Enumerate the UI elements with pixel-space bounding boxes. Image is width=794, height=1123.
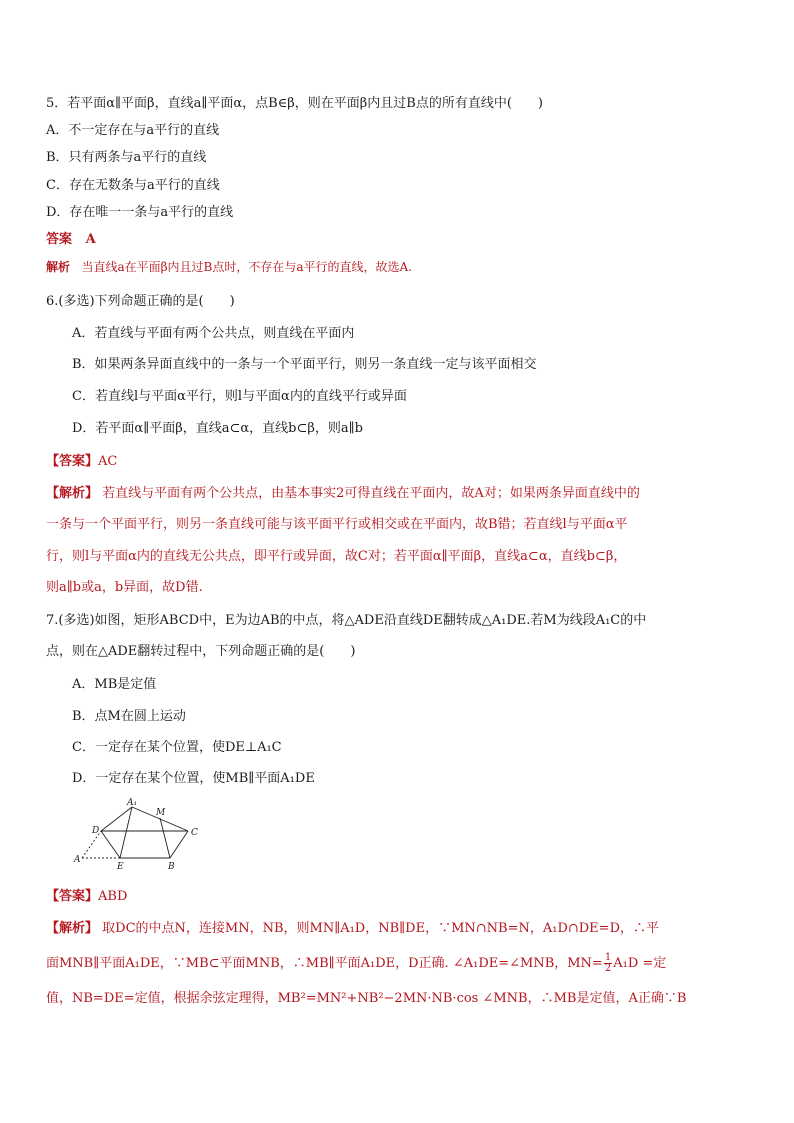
label-c: C bbox=[191, 828, 198, 838]
label-m: M bbox=[156, 808, 166, 818]
q5-option-b: B．只有两条与a平行的直线 bbox=[46, 150, 207, 165]
q6-option-a: A．若直线与平面有两个公共点，则直线在平面内 bbox=[72, 326, 355, 341]
q7-analysis-label: 【解析】 bbox=[46, 921, 99, 936]
label-a: A bbox=[74, 855, 81, 865]
q5-analysis-label: 解析 bbox=[46, 260, 71, 274]
q5-option-a: A．不一定存在与a平行的直线 bbox=[46, 123, 220, 138]
q6-analysis-line-3: 行，则l与平面α内的直线无公共点，即平行或异面，故C对；若平面α∥平面β，直线a⊂α，直线b⊂β， bbox=[46, 549, 627, 564]
q7-stem-line-1: 7.(多选)如图，矩形ABCD中，E为边AB的中点，将△ADE沿直线DE翻转成△A₁DE.若M为线段A₁C的中 bbox=[46, 613, 647, 628]
label-d: D bbox=[92, 826, 100, 836]
label-a1: A₁ bbox=[127, 798, 138, 808]
q6-analysis-line-1: 【解析】 若直线与平面有两个公共点，由基本事实2可得直线在平面内，故A对；如果两条异面直线中的 bbox=[46, 486, 640, 501]
edge-d-e bbox=[101, 831, 120, 858]
edge-m-b bbox=[160, 818, 170, 858]
q5-analysis bbox=[46, 258, 412, 276]
q5-option-d: D．存在唯一一条与a平行的直线 bbox=[46, 205, 234, 220]
q7-answer-value: ABD bbox=[98, 889, 128, 904]
q6-analysis-label: 【解析】 bbox=[46, 486, 99, 501]
q6-analysis-line-4: 则a∥b或a，b异面，故D错. bbox=[46, 580, 203, 595]
q7-stem-line-2: 点，则在△ADE翻转过程中，下列命题正确的是( ) bbox=[46, 644, 356, 659]
fraction-one-half: $\frac{1}{2}$ bbox=[604, 952, 612, 974]
q5-stem: 5．若平面α∥平面β，直线a∥平面α，点B∈β，则在平面β内且过B点的所有直线中( ) bbox=[46, 96, 544, 111]
q7-option-c: C．一定存在某个位置，使DE⊥A₁C bbox=[72, 740, 282, 755]
q6-answer-label: 【答案】 bbox=[46, 454, 99, 469]
q6-analysis-line-2: 一条与一个平面平行，则另一条直线可能与该平面平行或相交或在平面内，故B错；若直线l与平面α平 bbox=[46, 517, 628, 532]
q5-answer-label: 答案 bbox=[46, 232, 73, 247]
q7-option-d: D．一定存在某个位置，使MB∥平面A₁DE bbox=[72, 771, 315, 786]
q7-analysis-line-3: 值，NB=DE=定值，根据余弦定理得，MB²=MN²+NB²−2MN·NB·cos ∠MNB，∴MB是定值，A正确∵B bbox=[46, 991, 687, 1006]
q5-answer bbox=[46, 231, 96, 249]
q6-option-d: D．若平面α∥平面β，直线a⊂α，直线b⊂β，则a∥b bbox=[72, 421, 363, 436]
q6-stem: 6.(多选)下列命题正确的是( ) bbox=[46, 294, 235, 309]
q6-answer-value: AC bbox=[98, 454, 118, 469]
q7-answer-label: 【答案】 bbox=[46, 889, 99, 904]
q6-option-c: C．若直线l与平面α平行，则l与平面α内的直线平行或异面 bbox=[72, 389, 407, 404]
edge-c-b bbox=[170, 831, 188, 858]
geometry-figure bbox=[70, 798, 210, 876]
q5-analysis-text: 当直线a在平面β内且过B点时，不存在与a平行的直线，故选A. bbox=[81, 260, 413, 274]
q5-answer-value: A bbox=[85, 232, 96, 247]
q7-option-b: B．点M在圆上运动 bbox=[72, 709, 186, 724]
q6-option-b: B．如果两条异面直线中的一条与一个平面平行，则另一条直线一定与该平面相交 bbox=[72, 357, 537, 372]
q6-answer bbox=[46, 453, 117, 471]
q7-analysis-line-2: 面MNB∥平面A₁DE，∵MB⊂平面MNB，∴MB∥平面A₁DE，D正确. ∠A₁DE=∠MNB，MN= $\frac{1}{2}$ A₁D =定 bbox=[46, 952, 667, 974]
label-b: B bbox=[168, 862, 175, 872]
q7-answer bbox=[46, 888, 127, 906]
label-e: E bbox=[117, 862, 124, 872]
q5-option-c: C．存在无数条与a平行的直线 bbox=[46, 178, 220, 193]
q7-analysis-line-1: 【解析】 取DC的中点N，连接MN，NB，则MN∥A₁D，NB∥DE，∵MN∩NB=N，A₁D∩DE=D，∴平 bbox=[46, 921, 659, 936]
q7-option-a: A．MB是定值 bbox=[72, 677, 157, 692]
